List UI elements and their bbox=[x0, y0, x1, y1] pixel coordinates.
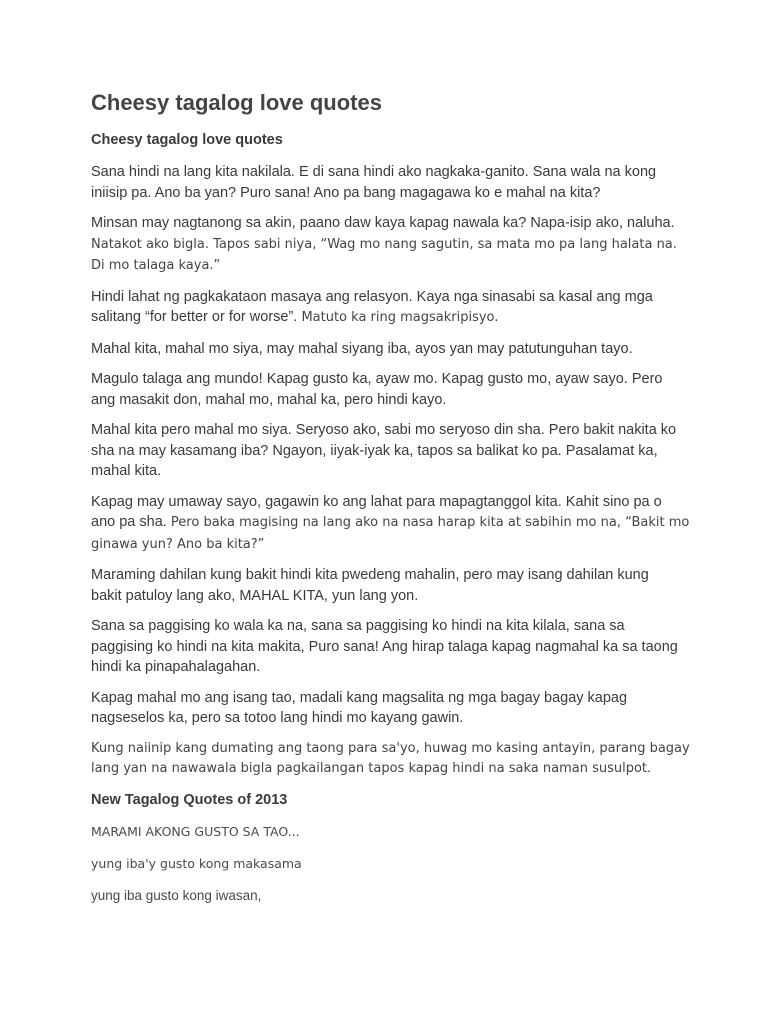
quote-paragraph-11: Kung naiinip kang dumating ang taong para sa'yo, huwag mo kasing antayin, parang bagay lang yan na nawawala bigla pagkailangan tapos kapag hindi na saka naman susulpot. bbox=[91, 740, 690, 776]
section-heading: New Tagalog Quotes of 2013 bbox=[91, 791, 288, 808]
quote-paragraph-3-part-b: Matuto ka ring magsakripisyo. bbox=[297, 310, 499, 325]
quote-paragraph-3 bbox=[91, 287, 691, 329]
quote-paragraph-6: Mahal kita pero mahal mo siya. Seryoso ako, sabi mo seryoso din sha. Pero bakit nakita ko sha na may kasamang iba? Ngayon, iiyak-iyak ka, tapos sa balikat ko pa. Pasalamat ka, mahal kita. bbox=[91, 422, 677, 479]
quote-paragraph-4: Mahal kita, mahal mo siya, may mahal siyang iba, ayos yan may patutunguhan tayo. bbox=[91, 340, 633, 357]
document-title: Cheesy tagalog love quotes bbox=[91, 90, 382, 115]
quote-paragraph-7-part-a: Kapag may umaway sayo, gagawin ko ang lahat para mapagtanggol kita. Kahit sino pa o ano pa sha. bbox=[91, 493, 662, 530]
document-page bbox=[91, 88, 691, 918]
quote-paragraph-2-part-a: Minsan may nagtanong sa akin, paano daw kaya kapag nawala ka? Napa-isip ako, naluha. bbox=[91, 215, 675, 231]
quote-paragraph-1: Sana hindi na lang kita nakilala. E di sana hindi ako nagkaka-ganito. Sana wala na kong iniisip pa. Ano ba yan? Puro sana! Ano pa bang magagawa ko e mahal na kita? bbox=[91, 164, 657, 201]
quote-paragraph-7-part-b: Pero baka magising na lang ako na nasa harap kita at sabihin mo na, “Bakit mo ginawa yun? Ano ba kita?” bbox=[91, 515, 690, 552]
document-subtitle: Cheesy tagalog love quotes bbox=[91, 132, 283, 148]
quote-paragraph-10: Kapag mahal mo ang isang tao, madali kang magsalita ng mga bagay bagay kapag nagseselos ka, pero sa totoo lang hindi mo kayang gawin. bbox=[91, 689, 628, 726]
quote-paragraph-9: Sana sa paggising ko wala ka na, sana sa paggising ko hindi na kita kilala, sana sa paggising ko hindi na kita makita, Puro sana! Ang hirap talaga kapag nagmahal ka sa taong hindi ka pinapahalagahan. bbox=[91, 618, 678, 675]
quote-line-3: yung iba gusto kong iwasan, bbox=[91, 887, 262, 903]
quote-paragraph-7 bbox=[91, 492, 691, 556]
quote-paragraph-2 bbox=[91, 213, 691, 277]
quote-line-1: MARAMI AKONG GUSTO SA TAO... bbox=[91, 823, 300, 839]
quote-paragraph-3-part-a: Hindi lahat ng pagkakataon masaya ang relasyon. Kaya nga sinasabi sa kasal ang mga salitang “for better or for worse”. bbox=[91, 288, 653, 325]
quote-paragraph-2-part-b: Natakot ako bigla. Tapos sabi niya, “Wag mo nang sagutin, sa mata mo pa lang halata na. Di mo talaga kaya.” bbox=[91, 236, 677, 273]
quote-paragraph-5: Magulo talaga ang mundo! Kapag gusto ka, ayaw mo. Kapag gusto mo, ayaw sayo. Pero ang masakit don, mahal mo, mahal ka, pero hindi kayo. bbox=[91, 371, 663, 408]
quote-paragraph-8: Maraming dahilan kung bakit hindi kita pwedeng mahalin, pero may isang dahilan kung bakit patuloy lang ako, MAHAL KITA, yun lang yon. bbox=[91, 567, 649, 604]
quote-line-2: yung iba'y gusto kong makasama bbox=[91, 855, 302, 871]
